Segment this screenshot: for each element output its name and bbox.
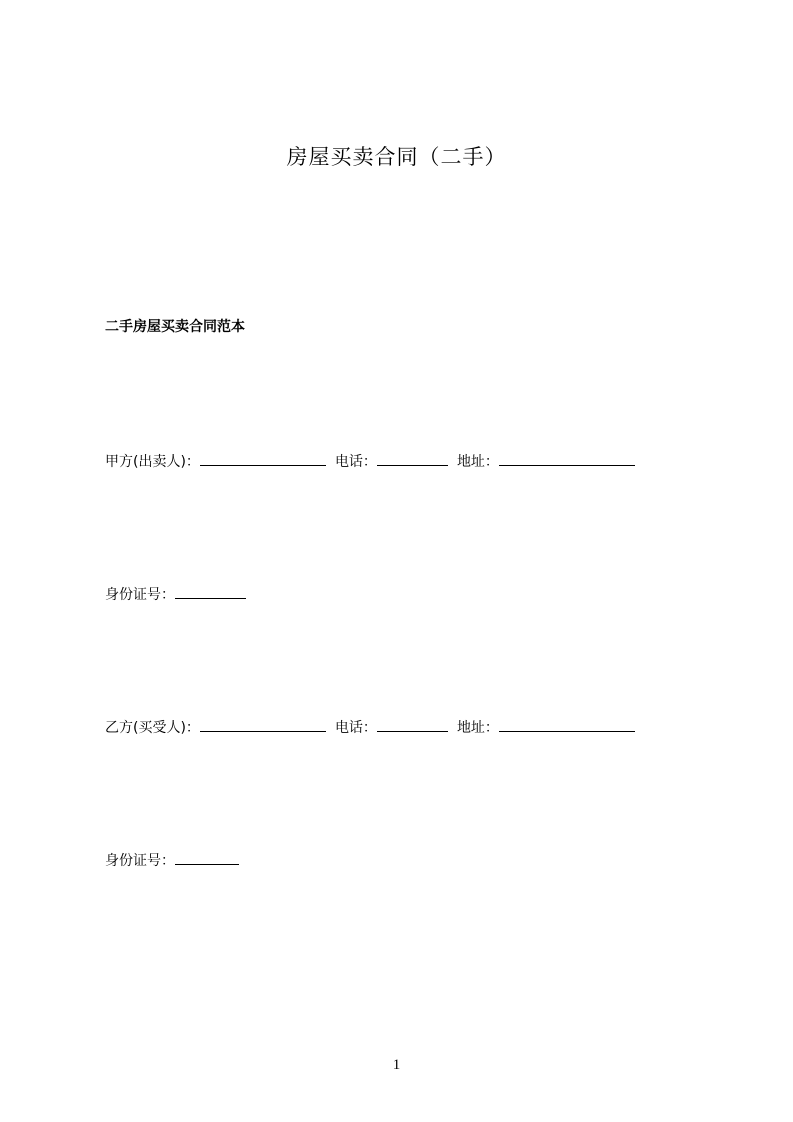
party-b-name-blank[interactable] <box>200 717 326 732</box>
party-b-line <box>105 717 635 738</box>
party-a-id-label: 身份证号： <box>105 587 175 603</box>
party-a-label: 甲方(出卖人)： <box>105 454 200 470</box>
party-a-phone-label: 电话： <box>334 454 377 470</box>
party-a-name-blank[interactable] <box>200 451 326 466</box>
party-a-id-line <box>105 584 246 605</box>
party-b-phone-blank[interactable] <box>377 717 448 732</box>
page-number: 1 <box>392 1057 401 1073</box>
party-b-id-blank[interactable] <box>175 850 239 865</box>
document-subtitle: 二手房屋买卖合同范本 <box>105 319 245 335</box>
party-a-address-label: 地址： <box>456 454 499 470</box>
party-b-id-label: 身份证号： <box>105 853 175 869</box>
party-a-line <box>105 451 635 472</box>
party-b-id-line <box>105 850 239 871</box>
party-a-phone-blank[interactable] <box>377 451 448 466</box>
party-a-id-blank[interactable] <box>175 584 246 599</box>
party-b-phone-label: 电话： <box>334 720 377 736</box>
party-b-address-blank[interactable] <box>499 717 635 732</box>
party-b-address-label: 地址： <box>456 720 499 736</box>
document-title: 房屋买卖合同（二手） <box>286 145 507 169</box>
party-b-label: 乙方(买受人)： <box>105 720 200 736</box>
party-a-address-blank[interactable] <box>499 451 635 466</box>
